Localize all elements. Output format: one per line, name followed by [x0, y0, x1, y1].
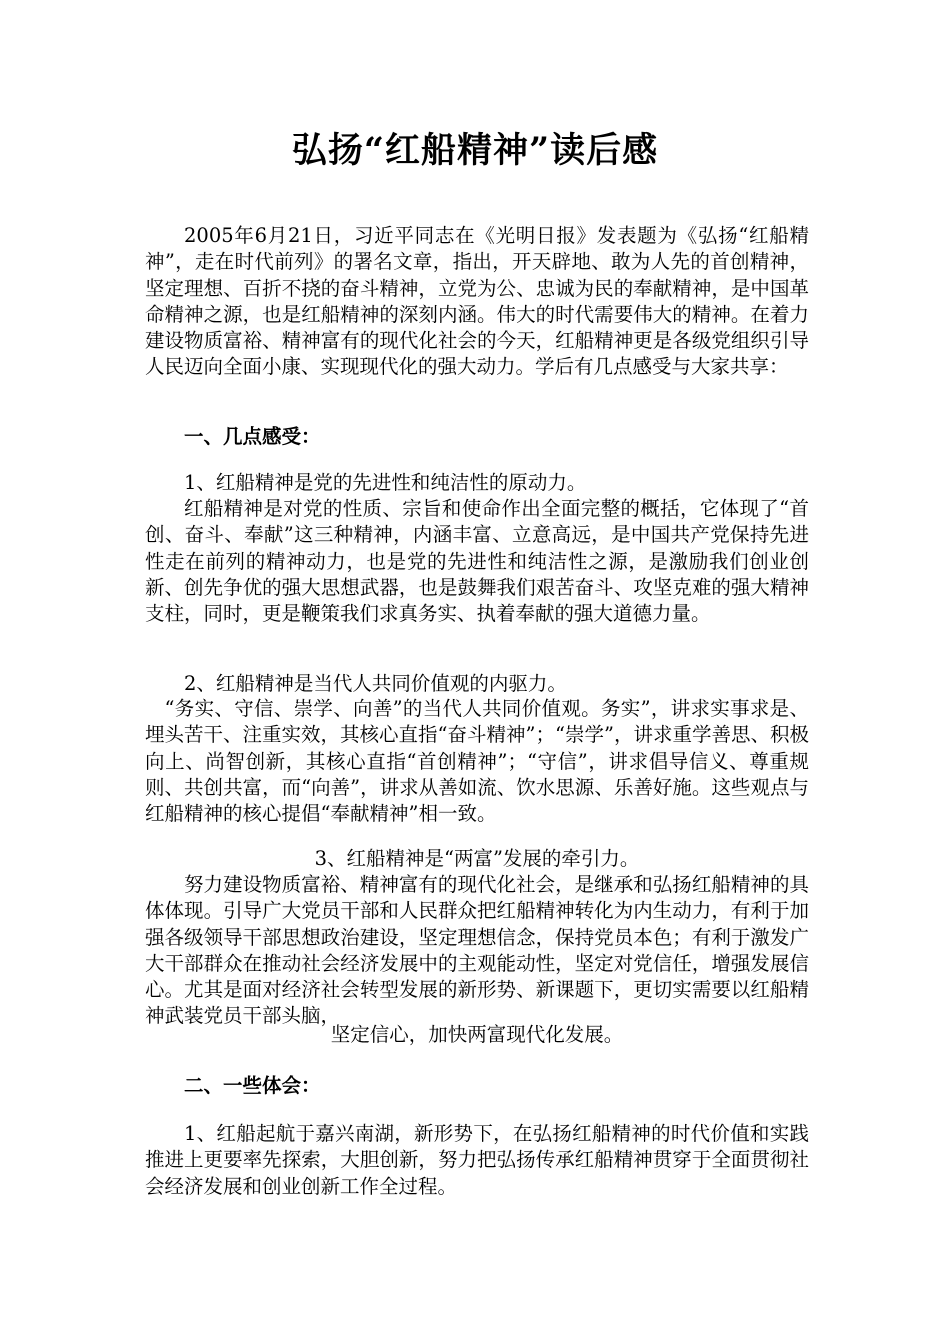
section1-item2-body: “务实、守信、崇学、向善”的当代人共同价值观。务实”，讲求实事求是、埋头苦干、注重实效，其核心直指“奋斗精神”；“崇学”，讲求重学善思、积极向上、尚智创新，其核心直指“首创精神”；“守信”，讲求倡导信义、尊重规则、共创共富，而“向善”，讲求从善如流、饮水思源、乐善好施。这些观点与红船精神的核心提倡“奉献精神”相一致。	[145, 697, 809, 826]
section1-item2-title: 2、红船精神是当代人共同价值观的内驱力。	[184, 672, 567, 695]
section-heading-2: 二、一些体会：	[184, 1074, 321, 1097]
section1-item3-tail: 坚定信心，加快两富现代化发展。	[330, 1023, 624, 1046]
section1-item3-body: 努力建设物质富裕、精神富有的现代化社会，是继承和弘扬红船精神的具体体现。引导广大党员干部和人民群众把红船精神转化为内生动力，有利于加强各级领导干部思想政治建设，坚定理想信念，保持党员本色；有利于激发广大干部群众在推动社会经济发展中的主观能动性，坚定对党信任，增强发展信心。尤其是面对经济社会转型发展的新形势、新课题下，更切实需要以红船精神武装党员干部头脑，	[145, 873, 809, 1028]
section2-item1: 1、红船起航于嘉兴南湖，新形势下，在弘扬红船精神的时代价值和实践推进上更要率先探索，大胆创新，努力把弘扬传承红船精神贯穿于全面贯彻社会经济发展和创业创新工作全过程。	[145, 1122, 809, 1198]
section-heading-1: 一、几点感受：	[184, 425, 321, 448]
section1-item3-title: 3、红船精神是“两富”发展的牵引力。	[314, 847, 640, 870]
section1-item1-title: 1、红船精神是党的先进性和纯洁性的原动力。	[184, 471, 587, 494]
section1-item1-body: 红船精神是对党的性质、宗旨和使命作出全面完整的概括，它体现了“首创、奋斗、奉献”这三种精神，内涵丰富、立意高远，是中国共产党保持先进性走在前列的精神动力，也是党的先进性和纯洁性之源，是激励我们创业创新、创先争优的强大思想武器，也是鼓舞我们艰苦奋斗、攻坚克难的强大精神支柱，同时，更是鞭策我们求真务实、执着奉献的强大道德力量。	[145, 497, 809, 626]
document-title: 弘扬“红船精神”读后感	[291, 130, 659, 171]
intro-paragraph: 2005年6月21日，习近平同志在《光明日报》发表题为《弘扬“红船精神”，走在时代前列》的署名文章，指出，开天辟地、敢为人先的首创精神，坚定理想、百折不挠的奋斗精神，立党为公、忠诚为民的奉献精神，是中国革命精神之源，也是红船精神的深刻内涵。伟大的时代需要伟大的精神。在着力建设物质富裕、精神富有的现代化社会的今天，红船精神更是各级党组织引导人民迈向全面小康、实现现代化的强大动力。学后有几点感受与大家共享：	[145, 224, 809, 379]
